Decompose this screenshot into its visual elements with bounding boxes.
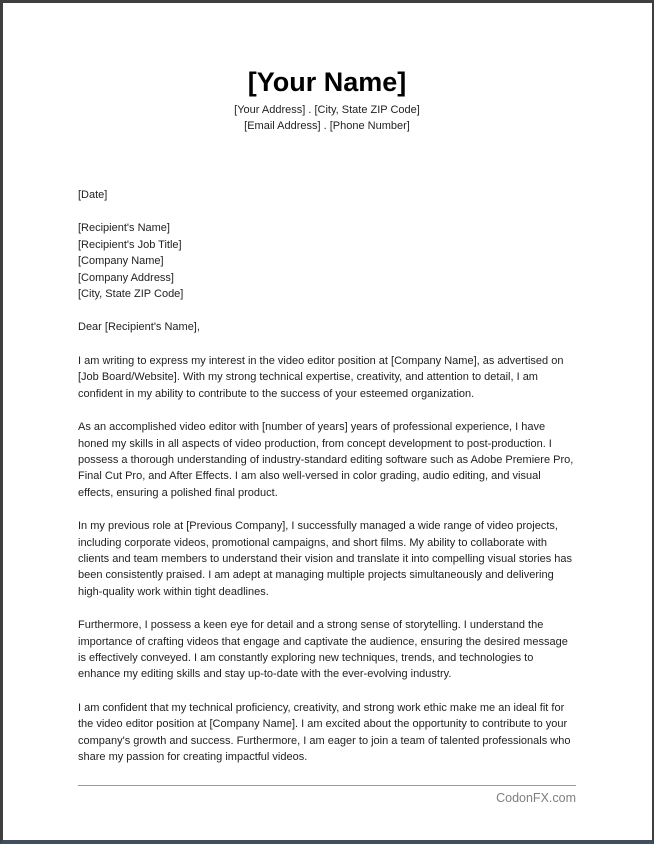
recipient-name-line: [Recipient's Name] — [78, 222, 170, 235]
page-footer — [78, 785, 576, 807]
paragraph-experience: As an accomplished video editor with [number of years] years of professional experience, I have honed my skills in all aspects of video production, from concept development to post-production. I possess a thorough understanding of industry-standard editing software such as Adobe Premiere Pro, Final Cut Pro, and After Effects. I am also well-versed in color grading, audio editing, and visual effects, ensuring a polished final product. — [78, 421, 574, 499]
recipient-block — [78, 220, 576, 302]
salutation: Dear [Recipient's Name], — [78, 321, 200, 334]
company-name-line: [Company Name] — [78, 255, 164, 268]
company-address-line: [Company Address] — [78, 271, 174, 284]
email-phone-line: [Email Address] . [Phone Number] — [244, 119, 410, 132]
brand-watermark: CodonFX.com — [496, 791, 576, 806]
letter-body — [78, 353, 576, 766]
letter-header — [78, 67, 576, 134]
your-name-heading: [Your Name] — [247, 67, 407, 97]
address-line: [Your Address] . [City, State ZIP Code] — [234, 104, 420, 117]
city-state-zip-line: [City, State ZIP Code] — [78, 288, 184, 301]
recipient-job-title-line: [Recipient's Job Title] — [78, 238, 182, 251]
paragraph-closing: I am confident that my technical proficiency, creativity, and strong work ethic make me an ideal fit for the video editor position at [Company Name]. I am excited about the opportunity to contribute to your company's growth and success. Furthermore, I am eager to join a team of talented professionals who share my passion for creating impactful videos. — [78, 701, 571, 764]
paragraph-skills: Furthermore, I possess a keen eye for detail and a strong sense of storytelling. I understand the importance of crafting videos that engage and captivate the audience, ensuring the desired message is effectively conveyed. I am constantly exploring new techniques, trends, and technologies to enhance my editing skills and stay up-to-date with the ever-evolving industry. — [78, 619, 568, 681]
paragraph-introduction: I am writing to express my interest in the video editor position at [Company Name], as advertised on [Job Board/Website]. With my strong technical expertise, creativity, and attention to detail, I am confident in my ability to contribute to the success of your esteemed organization. — [78, 354, 564, 400]
date-placeholder: [Date] — [78, 189, 108, 202]
paragraph-previous-role: In my previous role at [Previous Company], I successfully managed a wide range of video projects, including corporate videos, promotional campaigns, and short films. My ability to collaborate with clients and team members to understand their vision and translate it into compelling visual stories has been consistently praised. I am adept at managing multiple projects simultaneously and delivering high-quality work within tight deadlines. — [78, 520, 573, 598]
